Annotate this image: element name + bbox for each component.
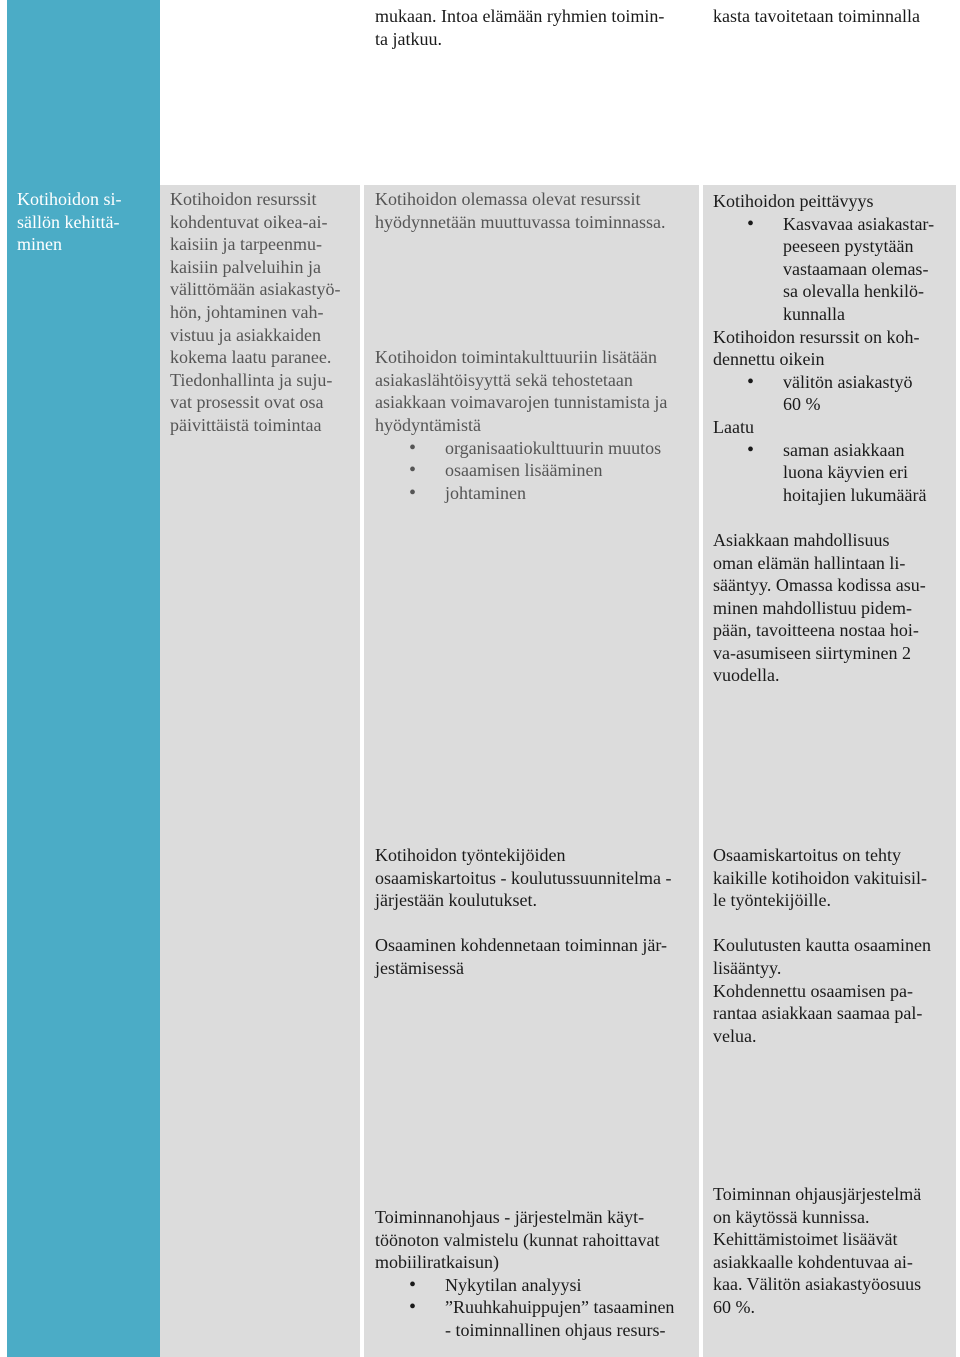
text-line: Osaamiskartoitus on tehty — [713, 845, 901, 865]
goal-line: päivittäistä toimintaa — [170, 414, 322, 435]
measures-bullet-list — [713, 213, 958, 326]
bullet-item: • johtaminen — [375, 482, 700, 505]
bullet-item — [713, 371, 958, 416]
text-line: luona käyvien eri — [783, 462, 908, 483]
text-line: kaikille kotihoidon vakituisil- — [713, 867, 927, 888]
text-line: peeseen pystytään — [783, 236, 914, 257]
goal-line: kohdentuvat oikea-ai- — [170, 211, 328, 232]
goal-line: Tiedonhallinta ja suju- — [170, 369, 333, 390]
text-line: hyödynnetään muuttuvassa toiminnassa. — [375, 211, 666, 232]
top-row-actions-cell — [375, 5, 705, 50]
block2-measures-cell — [713, 844, 958, 1047]
text-line: Kotihoidon resurssit on koh- — [713, 326, 920, 347]
text-line: ta jatkuu. — [375, 28, 442, 49]
text-line: rantaa asiakkaan saamaa pal- — [713, 1003, 923, 1024]
goal-line: kaisiin palveluihin ja — [170, 256, 321, 277]
measures-bullet-list — [713, 439, 958, 507]
row-header-line: Kotihoidon si- — [17, 189, 122, 209]
row-header-line: sällön kehittä- — [17, 211, 120, 232]
goal-line: kaisiin ja tarpeenmu- — [170, 234, 322, 255]
text-line: mobiiliratkaisun) — [375, 1252, 499, 1273]
text-line: • Kasvavaa asiakastar- — [783, 213, 935, 234]
block2-actions-cell — [375, 844, 700, 980]
text-line: le työntekijöille. — [713, 890, 831, 911]
goal-line: hön, johtaminen vah- — [170, 301, 324, 322]
text-line: • välitön asiakastyö — [783, 371, 913, 392]
text-line: jestämisessä — [375, 957, 464, 978]
text-line: hyödyntämistä — [375, 414, 481, 435]
block3-actions-cell — [375, 1206, 700, 1342]
block3-measures-cell — [713, 1183, 958, 1319]
text-line: hoitajien lukumäärä — [783, 484, 927, 505]
text-line: Kotihoidon peittävyys — [713, 191, 874, 211]
text-line: dennettu oikein — [713, 349, 825, 370]
block3-actions-bullet-list — [375, 1274, 700, 1319]
measures-bullet-list — [713, 371, 958, 416]
block1-measures-cell — [713, 190, 958, 687]
text-line: sääntyy. Omassa kodissa asu- — [713, 575, 926, 596]
text-line: asiakaslähtöisyyttä sekä tehostetaan — [375, 369, 633, 390]
row-header-cell — [17, 188, 157, 256]
text-line: asiakkaalle kohdentuvaa ai- — [713, 1251, 913, 1272]
text-line: pään, tavoitteena nostaa hoi- — [713, 620, 919, 641]
block1-actions-cell — [375, 188, 700, 504]
goal-line: vistuu ja asiakkaiden — [170, 324, 321, 345]
text-line: Kotihoidon toimintakulttuuriin lisätään — [375, 347, 657, 368]
bullet-item: • ”Ruuhkahuippujen” tasaaminen — [375, 1296, 700, 1319]
text-line: Laatu — [713, 416, 754, 437]
bullet-item: • osaamisen lisääminen — [375, 459, 700, 482]
goal-line: kokema laatu paranee. — [170, 347, 332, 368]
text-line: osaamiskartoitus - koulutussuunnitelma - — [375, 867, 672, 888]
text-line: kaa. Välitön asiakastyöosuus — [713, 1274, 922, 1295]
text-line: kasta tavoitetaan toiminnalla — [713, 6, 920, 26]
text-line: Asiakkaan mahdollisuus — [713, 529, 890, 550]
text-line: Kotihoidon olemassa olevat resurssit — [375, 189, 641, 209]
text-line: Kohdennettu osaamisen pa- — [713, 980, 913, 1001]
text-line: Koulutusten kautta osaaminen — [713, 935, 931, 956]
text-line: vuodella. — [713, 665, 780, 686]
text-line: - toiminnallinen ohjaus resurs- — [445, 1319, 666, 1340]
goal-cell — [170, 188, 360, 437]
text-line: vastaamaan olemas- — [783, 258, 929, 279]
text-line: va-asumiseen siirtyminen 2 — [713, 642, 911, 663]
text-line: 60 % — [783, 394, 821, 415]
text-line: kunnalla — [783, 303, 845, 324]
text-line: Kotihoidon työntekijöiden — [375, 845, 566, 865]
text-line: sa olevalla henkilö- — [783, 281, 924, 302]
bullet-item: • organisaatiokulttuurin muutos — [375, 437, 700, 460]
text-line: minen mahdollistuu pidem- — [713, 597, 912, 618]
text-line: mukaan. Intoa elämään ryhmien toimin- — [375, 6, 665, 26]
text-line: järjestään koulutukset. — [375, 890, 537, 911]
text-line: Toiminnan ohjausjärjestelmä — [713, 1184, 922, 1204]
goal-line: välittömään asiakastyö- — [170, 279, 341, 300]
bullet-item: • Nykytilan analyysi — [375, 1274, 700, 1297]
block1-actions-bullet-list — [375, 437, 700, 505]
text-line: oman elämän hallintaan li- — [713, 552, 906, 573]
goal-line: vat prosessit ovat osa — [170, 392, 324, 413]
text-line: asiakkaan voimavarojen tunnistamista ja — [375, 392, 668, 413]
text-line: lisääntyy. — [713, 957, 782, 978]
text-line: velua. — [713, 1025, 757, 1046]
row-header-line: minen — [17, 234, 62, 255]
top-row-measures-cell — [713, 5, 958, 28]
text-line: • saman asiakkaan — [783, 439, 905, 460]
bullet-item — [713, 439, 958, 507]
text-line: 60 %. — [713, 1296, 755, 1317]
text-line: Kehittämistoimet lisäävät — [713, 1229, 898, 1250]
text-line: Toiminnanohjaus - järjestelmän käyt- — [375, 1207, 645, 1227]
text-line: on käytössä kunnissa. — [713, 1206, 870, 1227]
bullet-item — [713, 213, 958, 326]
goal-line: Kotihoidon resurssit — [170, 189, 317, 209]
text-line: Osaaminen kohdennetaan toiminnan jär- — [375, 935, 668, 956]
text-line: töönoton valmistelu (kunnat rahoittavat — [375, 1229, 660, 1250]
